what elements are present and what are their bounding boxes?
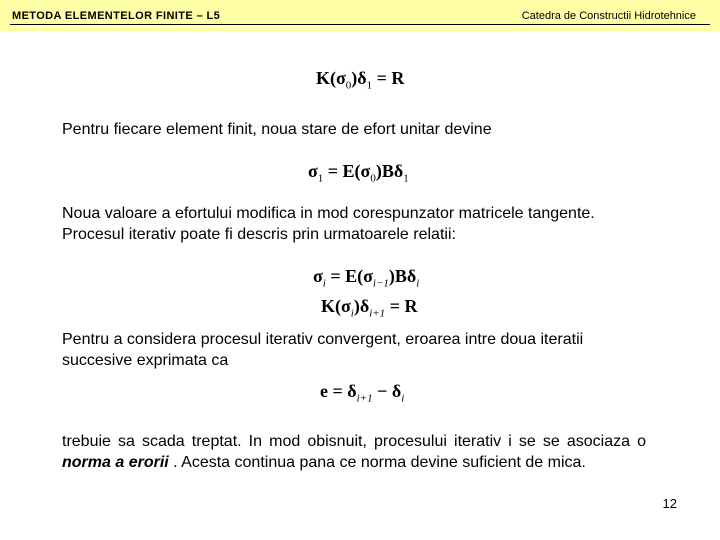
paragraph-line: Noua valoare a efortului modifica in mod corespunzator matricele tangente. (62, 205, 595, 222)
paragraph-line: Pentru a considera procesul iterativ convergent, eroarea intre doua iteratii (62, 331, 584, 348)
paragraph-error-norm: trebuie sa scada treptat. In mod obisnuit, procesului iterativ i se se asociaza o norma a erorii . Acesta continua pana ce norma devine suficient de mica. (62, 433, 646, 471)
equation-stiffness-iteration: $K(\sigma_i)\delta_{i+1} = R$ (321, 296, 418, 320)
header-divider (10, 24, 710, 25)
paragraph-element-stress: Pentru fiecare element finit, noua stare de efort unitar devine (62, 121, 492, 138)
slide-header (0, 0, 720, 31)
paragraph-line: Procesul iterativ poate fi descris prin urmatoarele relatii: (62, 226, 456, 243)
paragraph-iterative-process (62, 203, 662, 245)
department-name: Catedra de Constructii Hidrotehnice (521, 10, 696, 22)
paragraph-convergence (62, 329, 662, 371)
course-title: METODA ELEMENTELOR FINITE – L5 (12, 10, 221, 22)
equation-stress-iteration: $\sigma_i = E(\sigma_{i-1})B\delta_i$ (313, 266, 420, 290)
emphasized-term: norma a erorii (62, 454, 169, 471)
page-number: 12 (662, 496, 677, 511)
equation-stress-update: $\sigma_1 = E(\sigma_0)B\delta_1$ (308, 161, 409, 185)
equation-stiffness-initial: $K(\sigma_0)\delta_1 = R$ (316, 68, 405, 92)
paragraph-line: succesive exprimata ca (62, 352, 229, 369)
equation-error: $e = \delta_{i+1} - \delta_i$ (320, 381, 405, 405)
